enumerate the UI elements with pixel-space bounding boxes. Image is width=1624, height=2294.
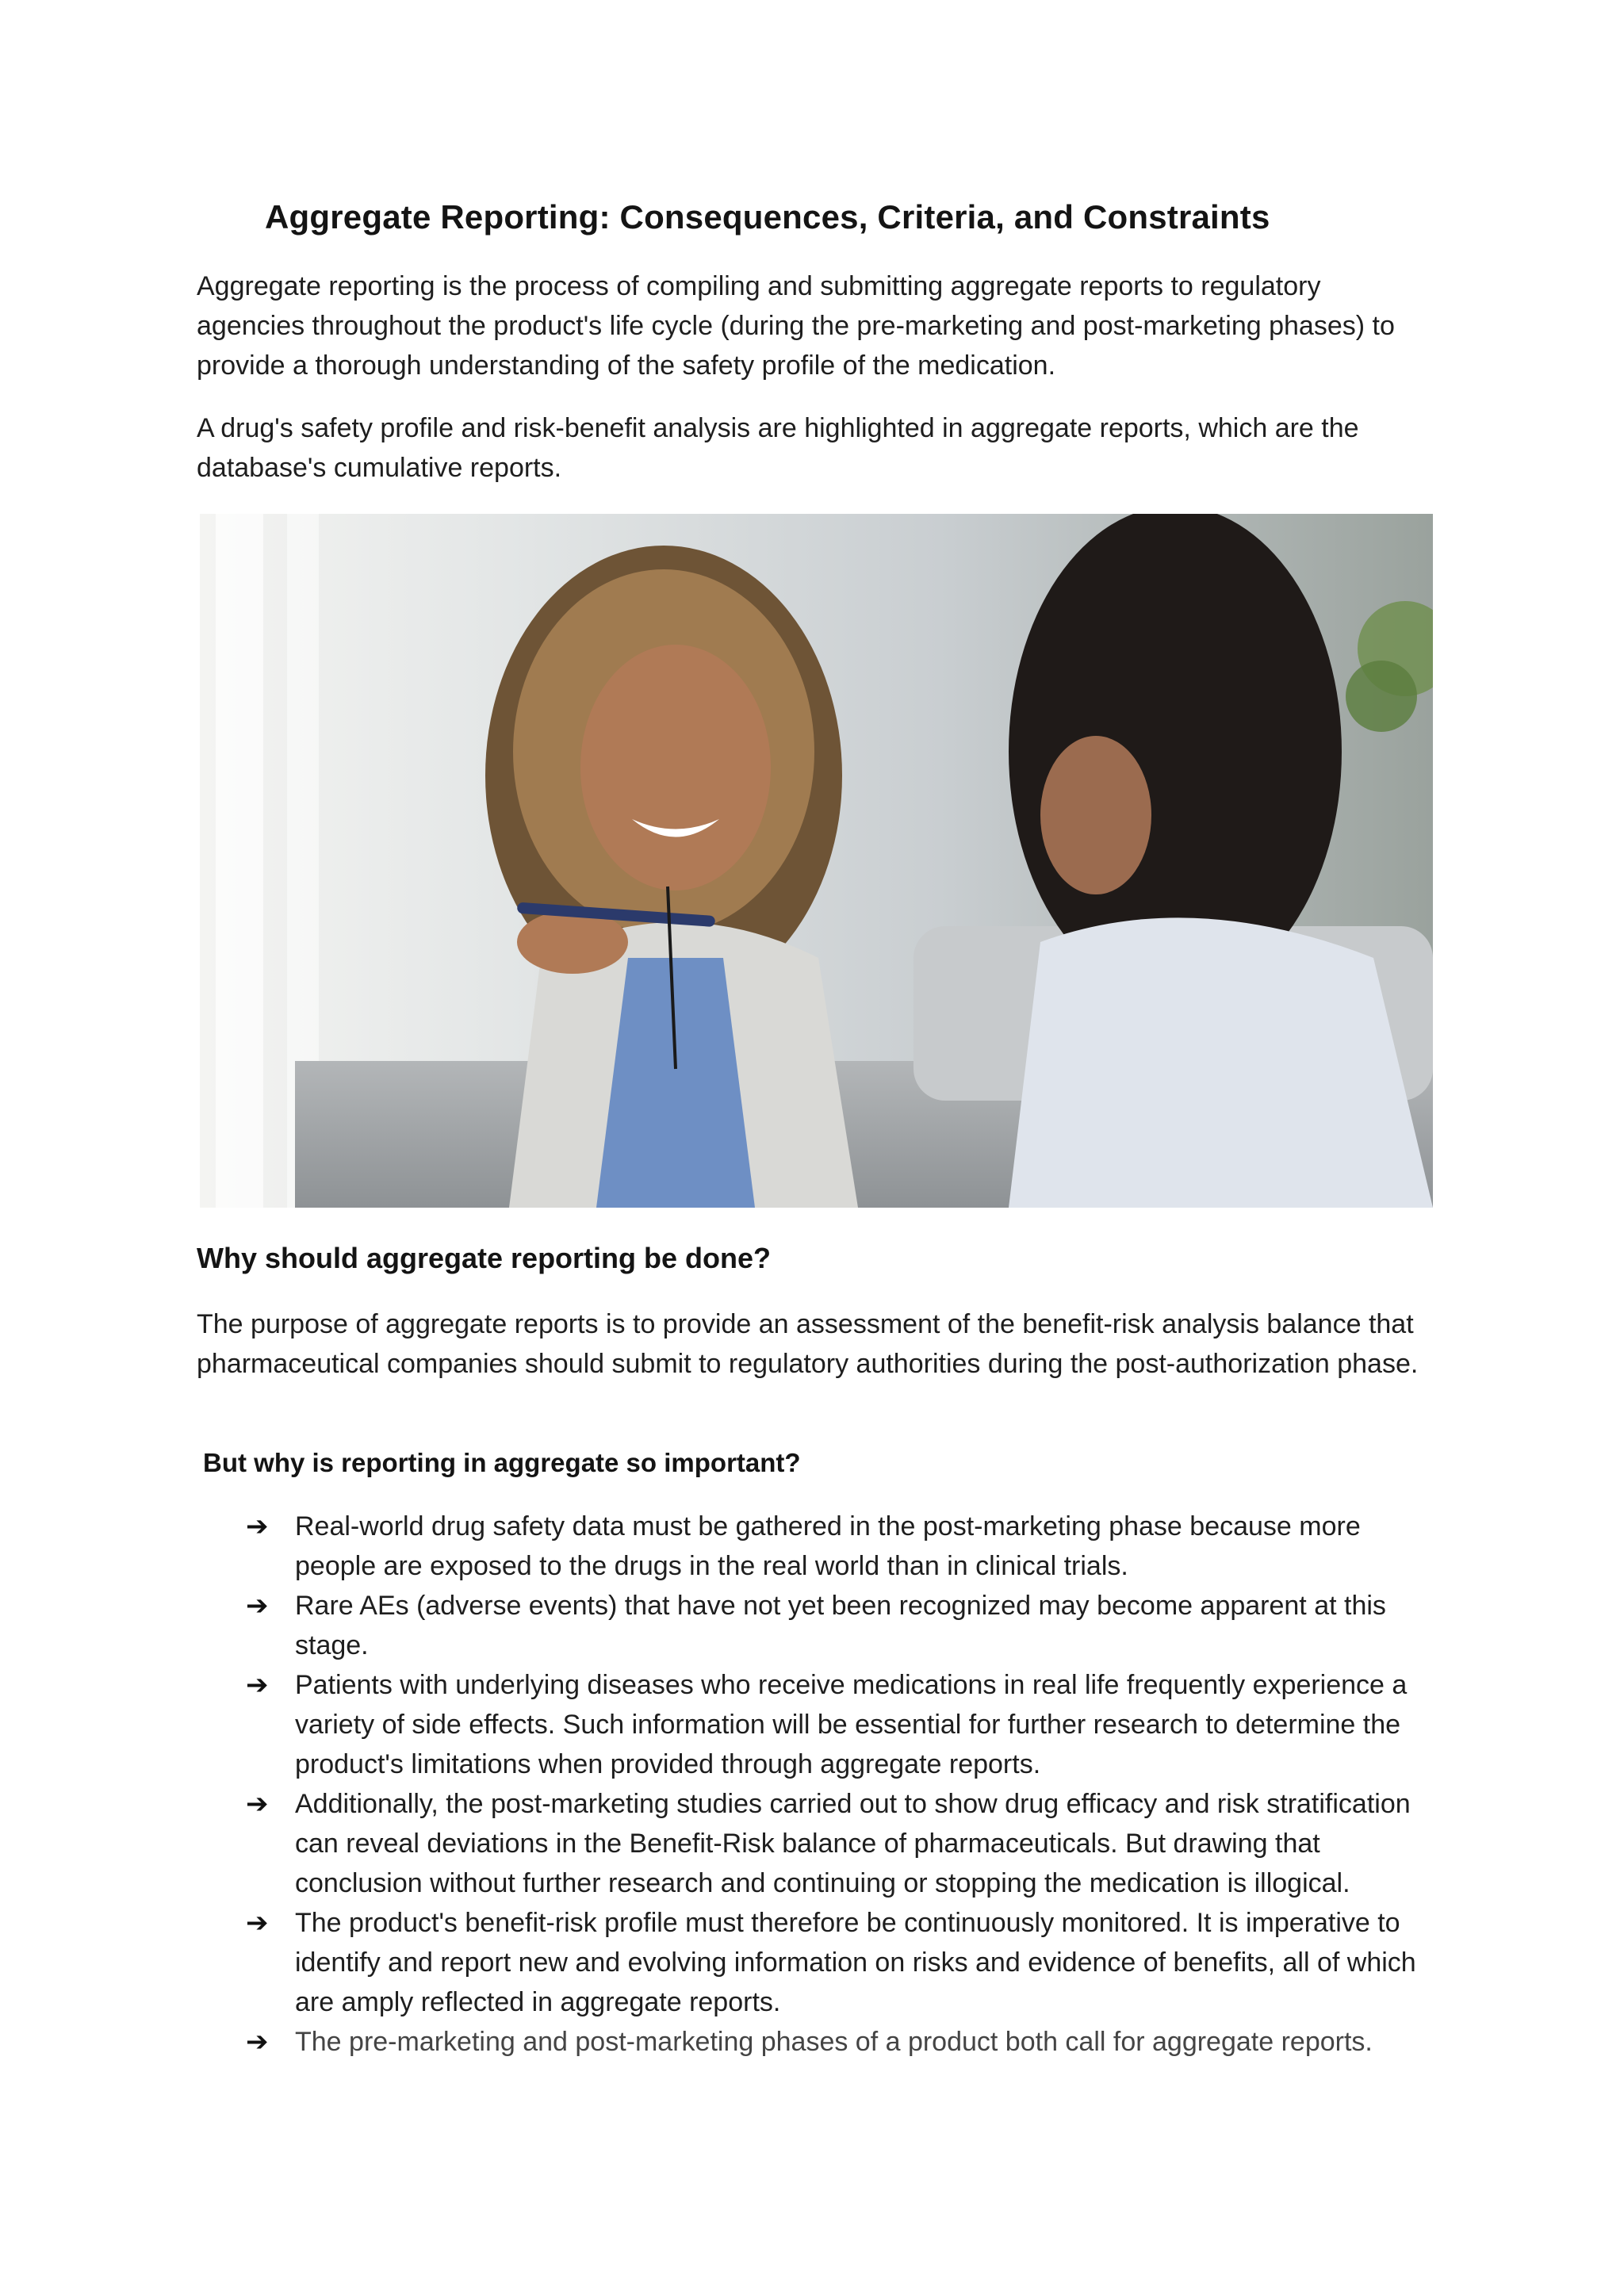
list-item-text: Additionally, the post-marketing studies carried out to show drug efficacy and risk stratification can reveal deviations in the Benefit-Risk balance of pharmaceuticals. But drawing that conclusion without further research and continuing or stopping the medication is illogical. [295,1789,1411,1898]
arrow-right-icon: ➔ [246,1908,269,1938]
arrow-right-icon: ➔ [246,1789,269,1819]
importance-bullet-list [246,1507,1435,2062]
arrow-right-icon: ➔ [246,2027,269,2057]
list-item [246,1665,1435,1784]
arrow-right-icon: ➔ [246,1670,269,1700]
list-item [246,1507,1435,1586]
list-item [246,1586,1435,1665]
list-item-text: Patients with underlying diseases who receive medications in real life frequently experience a variety of side effects. Such information will be essential for further research to determine the product's limitations when provided through aggregate reports. [295,1670,1408,1779]
list-item [246,2022,1435,2062]
page-title: Aggregate Reporting: Consequences, Criteria, and Constraints [265,198,1270,236]
arrow-right-icon: ➔ [246,1591,269,1621]
list-item-text: Rare AEs (adverse events) that have not yet been recognized may become apparent at this stage. [295,1591,1386,1660]
conversation-photo [200,514,1433,1208]
section-heading-importance: But why is reporting in aggregate so important? [203,1448,801,1477]
list-item-text: Real-world drug safety data must be gathered in the post-marketing phase because more people are exposed to the drugs in the real world than in clinical trials. [295,1511,1361,1581]
arrow-right-icon: ➔ [246,1511,269,1541]
intro-paragraph-2: A drug's safety profile and risk-benefit analysis are highlighted in aggregate reports, which are the database's cumulative reports. [197,413,1359,483]
photo-illustration [200,514,1433,1208]
list-item [246,1784,1435,1903]
intro-paragraph-1: Aggregate reporting is the process of compiling and submitting aggregate reports to regulatory agencies throughout the product's life cycle (during the pre-marketing and post-marketing phases) to provide a thorough understanding of the safety profile of the medication. [197,271,1395,381]
section-heading-why: Why should aggregate reporting be done? [197,1242,772,1274]
section-paragraph-why: The purpose of aggregate reports is to provide an assessment of the benefit-risk analysis balance that pharmaceutical companies should submit to regulatory authorities during the post-authorization phase. [197,1309,1419,1379]
list-item-text: The pre-marketing and post-marketing phases of a product both call for aggregate reports. [295,2027,1373,2057]
list-item-text: The product's benefit-risk profile must therefore be continuously monitored. It is imperative to identify and report new and evolving information on risks and evidence of benefits, all of which are amply reflected in aggregate reports. [295,1908,1416,2017]
list-item [246,1903,1435,2022]
